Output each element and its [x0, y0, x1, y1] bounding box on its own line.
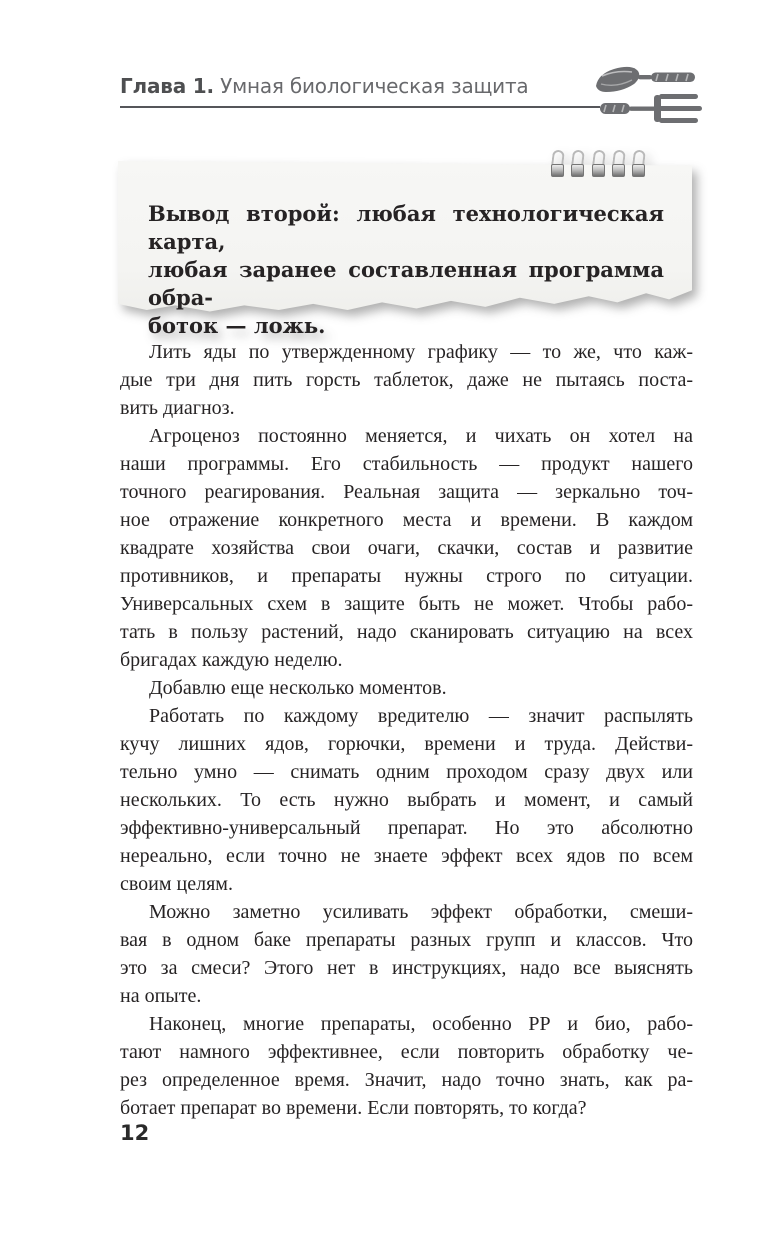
text-line: эффективно-универсальный препарат. Но это абсолютно	[120, 817, 693, 839]
binder-rings	[118, 148, 696, 182]
page-number: 12	[120, 1121, 150, 1145]
trowel-icon	[596, 67, 695, 92]
text-line: вая в одном баке препараты разных групп и классов. Что	[120, 929, 693, 951]
text-line: тают намного эффективнее, если повторить обработку че-	[120, 1041, 693, 1063]
binder-ring-icon	[611, 150, 625, 182]
text-line: кучу лишних ядов, горючки, времени и труда. Действи-	[120, 733, 693, 755]
text-line: нереально, если точно не знаете эффект всех ядов по всем	[120, 845, 693, 867]
paragraph	[120, 338, 693, 422]
binder-ring-icon	[570, 150, 584, 182]
text-line: Можно заметно усиливать эффект обработки, смеши-	[149, 901, 693, 923]
text-line: тать в пользу растений, надо сканировать ситуацию на всех	[120, 621, 693, 643]
text-line: Универсальных схем в защите быть не может. Чтобы рабо-	[120, 593, 693, 615]
garden-fork-icon	[600, 94, 702, 123]
text-line: тельно умно — снимать одним проходом сразу двух или	[120, 761, 693, 783]
garden-tools-icon	[592, 62, 704, 126]
text-line: Работать по каждому вредителю — значит распылять	[149, 705, 693, 727]
text-line: это за смеси? Этого нет в инструкциях, надо все выяснять	[120, 957, 693, 979]
text-line: дые три дня пить горсть таблеток, даже не пытаясь поста-	[120, 369, 693, 391]
chapter-label: Глава 1.	[120, 74, 214, 98]
text-line: точного реагирования. Реальная защита — зеркально точ-	[120, 481, 693, 503]
text-line: наши программы. Его стабильность — продукт нашего	[120, 453, 693, 475]
note-text	[148, 200, 664, 340]
sticky-note	[118, 148, 696, 338]
note-line: Вывод второй: любая технологическая карта,	[148, 201, 664, 254]
text-line: Наконец, многие препараты, особенно РР и био, рабо-	[149, 1013, 693, 1035]
paragraph	[120, 422, 693, 674]
text-line: ное отражение конкретного места и времени. В каждом	[120, 509, 693, 531]
header-divider	[120, 106, 600, 108]
chapter-title: Умная биологическая защита	[213, 74, 529, 98]
paragraph	[120, 898, 693, 1010]
note-line: любая заранее составленная программа обра-	[148, 257, 664, 310]
text-line: Добавлю еще несколько моментов.	[149, 677, 447, 699]
binder-ring-icon	[591, 150, 605, 182]
paragraph	[120, 702, 693, 898]
text-line: противников, и препараты нужны строго по ситуации.	[120, 565, 693, 587]
note-line: боток — ложь.	[148, 313, 326, 338]
body-text	[120, 338, 693, 1122]
text-line: Лить яды по утвержденному графику — то же, что каж-	[149, 341, 693, 363]
text-line: бригадах каждую неделю.	[120, 649, 343, 671]
text-line: ботает препарат во времени. Если повторять, то когда?	[120, 1097, 587, 1119]
paragraph	[120, 1010, 693, 1122]
text-line: вить диагноз.	[120, 397, 235, 419]
binder-ring-icon	[631, 150, 645, 182]
text-line: нескольких. То есть нужно выбрать и момент, и самый	[120, 789, 693, 811]
text-line: квадрате хозяйства свои очаги, скачки, состав и развитие	[120, 537, 693, 559]
binder-ring-icon	[550, 150, 564, 182]
text-line: рез определенное время. Значит, надо точно знать, как ра-	[120, 1069, 693, 1091]
chapter-heading	[120, 74, 600, 98]
text-line: на опыте.	[120, 985, 202, 1007]
text-line: своим целям.	[120, 873, 233, 895]
paragraph	[120, 674, 693, 702]
text-line: Агроценоз постоянно меняется, и чихать он хотел на	[149, 425, 693, 447]
